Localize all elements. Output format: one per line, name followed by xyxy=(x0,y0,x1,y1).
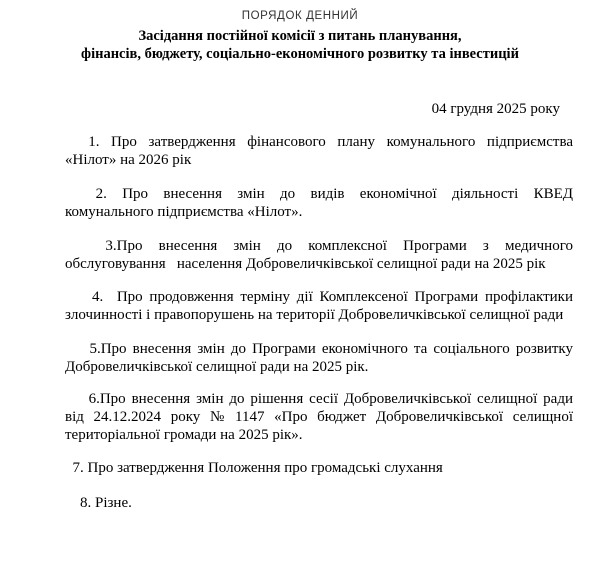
agenda-item-7 xyxy=(65,459,573,477)
document-date: 04 грудня 2025 року xyxy=(431,101,560,117)
agenda-item-5-line-1: 5.Про внесення змін до Програми економічного та соціального розвитку xyxy=(65,341,573,357)
document-title-line-2: фінансів, бюджету, соціально-економічного розвитку та інвестицій xyxy=(81,46,519,62)
agenda-item-4 xyxy=(65,288,573,324)
agenda-item-8-line-1: 8. Різне. xyxy=(65,495,132,511)
agenda-item-2-line-1: 2. Про внесення змін до видів економічної діяльності КВЕД xyxy=(65,186,573,202)
agenda-item-2-line-2: комунального підприємства «Нілот». xyxy=(65,204,303,220)
agenda-item-4-line-2: злочинності і правопорушень на території Добровеличківської селищної ради xyxy=(65,307,564,323)
agenda-item-5-line-2: Добровеличківської селищної ради на 2025 рік. xyxy=(65,359,369,375)
agenda-item-1-line-1: 1. Про затвердження фінансового плану комунального підприємства xyxy=(65,134,573,150)
agenda-item-2 xyxy=(65,185,573,221)
agenda-item-3-line-1: 3.Про внесення змін до комплексної Програми з медичного xyxy=(65,238,573,254)
agenda-item-1-line-2: «Нілот» на 2026 рік xyxy=(65,152,192,168)
agenda-item-6 xyxy=(65,390,573,444)
document-title-line-1: Засідання постійної комісії з питань планування, xyxy=(138,28,462,44)
agenda-item-6-line-2: від 24.12.2024 року № 1147 «Про бюджет Добровеличківської селищної xyxy=(65,409,573,425)
agenda-item-3 xyxy=(65,237,573,273)
agenda-item-1 xyxy=(65,133,573,169)
agenda-item-8 xyxy=(65,494,573,512)
document-kicker: ПОРЯДОК ДЕННИЙ xyxy=(241,10,359,22)
agenda-item-7-line-1: 7. Про затвердження Положення про громадські слухання xyxy=(65,460,443,476)
agenda-item-6-line-3: територіальної громади на 2025 рік». xyxy=(65,427,303,443)
agenda-item-3-line-2: обслуговування населення Добровеличківської селищної ради на 2025 рік xyxy=(65,256,546,272)
agenda-item-6-line-1: 6.Про внесення змін до рішення сесії Добровеличківської селищної ради xyxy=(65,391,573,407)
agenda-item-4-line-1: 4. Про продовження терміну дії Комплексеної Програми профілактики xyxy=(65,289,573,305)
agenda-item-5 xyxy=(65,340,573,376)
